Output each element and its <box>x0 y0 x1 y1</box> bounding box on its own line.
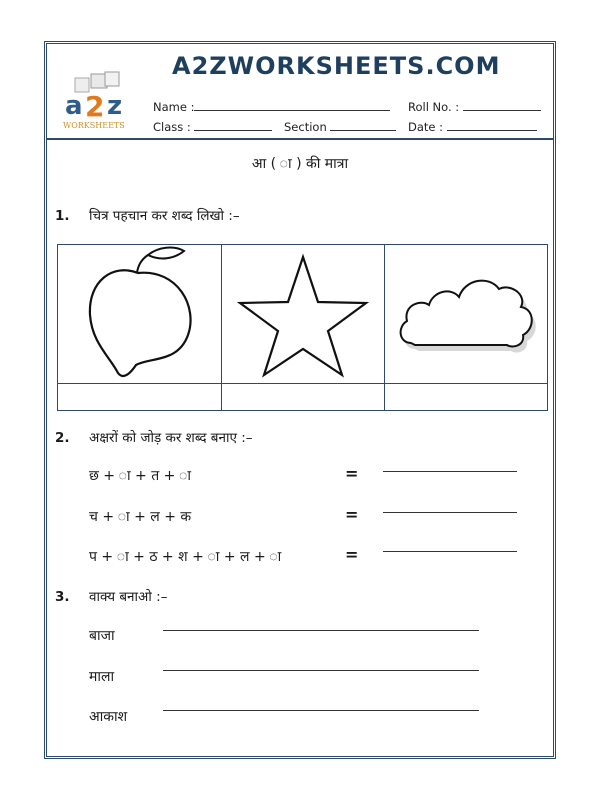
mango-icon <box>58 245 220 381</box>
name-field[interactable] <box>153 99 390 114</box>
svg-text:a: a <box>65 91 83 121</box>
svg-text:z: z <box>107 91 123 121</box>
answer-line[interactable] <box>383 551 517 552</box>
sentence-word: माला <box>89 669 115 685</box>
join-expression: छ + ा + त + ा <box>89 468 191 484</box>
answer-box-2[interactable] <box>222 384 385 410</box>
question-text: अक्षरों को जोड़ कर शब्द बनाए :– <box>89 430 253 446</box>
sentence-word: बाजा <box>89 628 115 644</box>
date-field[interactable] <box>408 119 537 134</box>
class-field[interactable] <box>153 119 272 134</box>
question-number: 1. <box>55 208 70 224</box>
join-expression: च + ा + ल + क <box>89 509 192 525</box>
sentence-line[interactable] <box>163 630 479 631</box>
question-1 <box>55 206 240 224</box>
roll-label: Roll No. : <box>408 100 460 114</box>
equals-sign: = <box>345 545 359 564</box>
question-3 <box>55 587 167 605</box>
question-number: 3. <box>55 589 70 605</box>
question-2 <box>55 428 253 446</box>
a2z-logo-icon <box>61 70 137 132</box>
section-label: Section <box>284 120 327 134</box>
section-field[interactable] <box>284 119 396 134</box>
cloud-icon <box>385 245 547 381</box>
answer-box-1[interactable] <box>58 384 222 410</box>
equals-sign: = <box>345 505 359 524</box>
join-expression: प + ा + ठ + श + ा + ल + ा <box>89 549 282 565</box>
site-title: A2ZWORKSHEETS.COM <box>172 52 501 80</box>
roll-field[interactable] <box>408 99 541 114</box>
sentence-line[interactable] <box>163 710 479 711</box>
worksheet <box>44 41 556 759</box>
sentence-line[interactable] <box>163 670 479 671</box>
class-label: Class : <box>153 120 191 134</box>
worksheet-title: आ ( ा ) की मात्रा <box>251 156 349 172</box>
question-text: वाक्य बनाओ :– <box>89 589 168 605</box>
worksheet-header <box>47 44 553 140</box>
equals-sign: = <box>345 464 359 483</box>
picture-grid <box>57 244 548 411</box>
svg-text:2: 2 <box>85 90 105 123</box>
star-icon <box>222 245 384 381</box>
sentence-word: आकाश <box>89 709 128 725</box>
date-label: Date : <box>408 120 444 134</box>
answer-box-3[interactable] <box>385 384 547 410</box>
question-number: 2. <box>55 430 70 446</box>
answer-line[interactable] <box>383 512 517 513</box>
question-text: चित्र पहचान कर शब्द लिखो :– <box>89 208 240 224</box>
svg-text:WORKSHEETS: WORKSHEETS <box>63 121 125 130</box>
name-label: Name : <box>153 100 195 114</box>
answer-line[interactable] <box>383 471 517 472</box>
